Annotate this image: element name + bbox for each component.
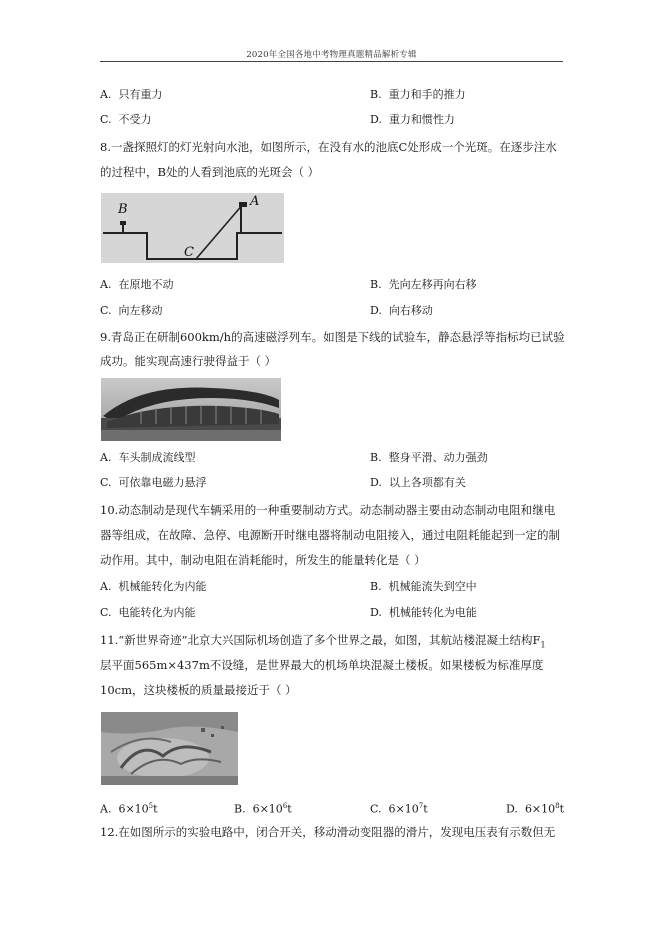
q9-stem-line2: 成功。能实现高速行驶得益于（ ） — [100, 354, 277, 368]
q10-option-b: B. 机械能流失到空中 — [370, 580, 477, 593]
q8-option-d: D. 向右移动 — [370, 304, 433, 317]
q8-stem-line1: 8.一盏探照灯的灯光射向水池，如图所示，在没有水的池底C处形成一个光斑。在逐步注水 — [100, 140, 557, 154]
q8-option-b: B. 先向左移再向右移 — [370, 278, 477, 291]
q11-option-a: A. $6\times 10^5t$ — [100, 802, 158, 816]
q11-option-d: D. $6\times 10^8t$ — [506, 802, 565, 816]
q10-stem-line3: 动作用。其中，制动电阻在消耗能时，所发生的能量转化是（ ） — [100, 553, 426, 567]
q9-option-c: C. 可依靠电磁力悬浮 — [100, 476, 207, 489]
q9-maglev-train-photo — [101, 378, 281, 441]
q11-option-b: B. $6\times 10^6t$ — [234, 802, 292, 816]
q11-option-c: C. $6\times 10^7t$ — [370, 802, 428, 816]
q7-option-c: C. 不受力 — [100, 113, 152, 126]
q10-option-a: A. 机械能转化为内能 — [100, 580, 207, 593]
q8-option-a: A. 在原地不动 — [100, 278, 174, 291]
q7-option-a: A. 只有重力 — [100, 88, 163, 101]
q7-option-b: B. 重力和手的推力 — [370, 88, 466, 101]
q11-airport-aerial-photo — [101, 712, 238, 785]
q8-stem-line2: 的过程中，B处的人看到池底的光斑会（ ） — [100, 165, 320, 179]
q10-stem-line1: 10.动态制动是现代车辆采用的一种重要制动方式。动态制动器主要由动态制动电阻和继电 — [100, 503, 556, 517]
q9-option-d: D. 以上各项都有关 — [370, 476, 466, 489]
q10-stem-line2: 器等组成，在故障、急停、电源断开时继电器将制动电阻接入，通过电阻耗能起到一定的制 — [100, 528, 560, 542]
page-header: 2020年全国各地中考物理真题精品解析专辑 — [246, 50, 417, 60]
figure-label-c: C — [184, 245, 194, 260]
q9-option-b: B. 整身平滑、动力强劲 — [370, 451, 488, 464]
q12-stem-line1: 12.在如图所示的实验电路中，闭合开关，移动滑动变阻器的滑片，发现电压表有示数但无 — [100, 825, 556, 839]
q10-option-d: D. 机械能转化为电能 — [370, 606, 477, 619]
q10-option-c: C. 电能转化为内能 — [100, 606, 196, 619]
q8-pool-figure — [101, 193, 284, 263]
q11-stem-line2: 层平面565m×437m不设缝，是世界最大的机场单块混凝土楼板。如果楼板为标准厚度 — [100, 658, 544, 672]
q11-stem-line3: 10cm，这块楼板的质量最接近于（ ） — [100, 683, 297, 697]
header-rule — [100, 61, 563, 62]
q9-option-a: A. 车头制成流线型 — [100, 451, 196, 464]
q8-option-c: C. 向左移动 — [100, 304, 163, 317]
figure-label-b: B — [118, 202, 128, 217]
q11-stem-line1: 11.“新世界奇迹”北京大兴国际机场创造了多个世界之最，如图，其航站楼混凝土结构$F_1$ — [100, 633, 546, 650]
figure-label-a: A — [250, 194, 260, 209]
q9-stem-line1: 9.青岛正在研制600km/h的高速磁浮列车。如图是下线的试验车，静态悬浮等指标均已试验 — [100, 330, 565, 344]
q7-option-d: D. 重力和惯性力 — [370, 113, 455, 126]
